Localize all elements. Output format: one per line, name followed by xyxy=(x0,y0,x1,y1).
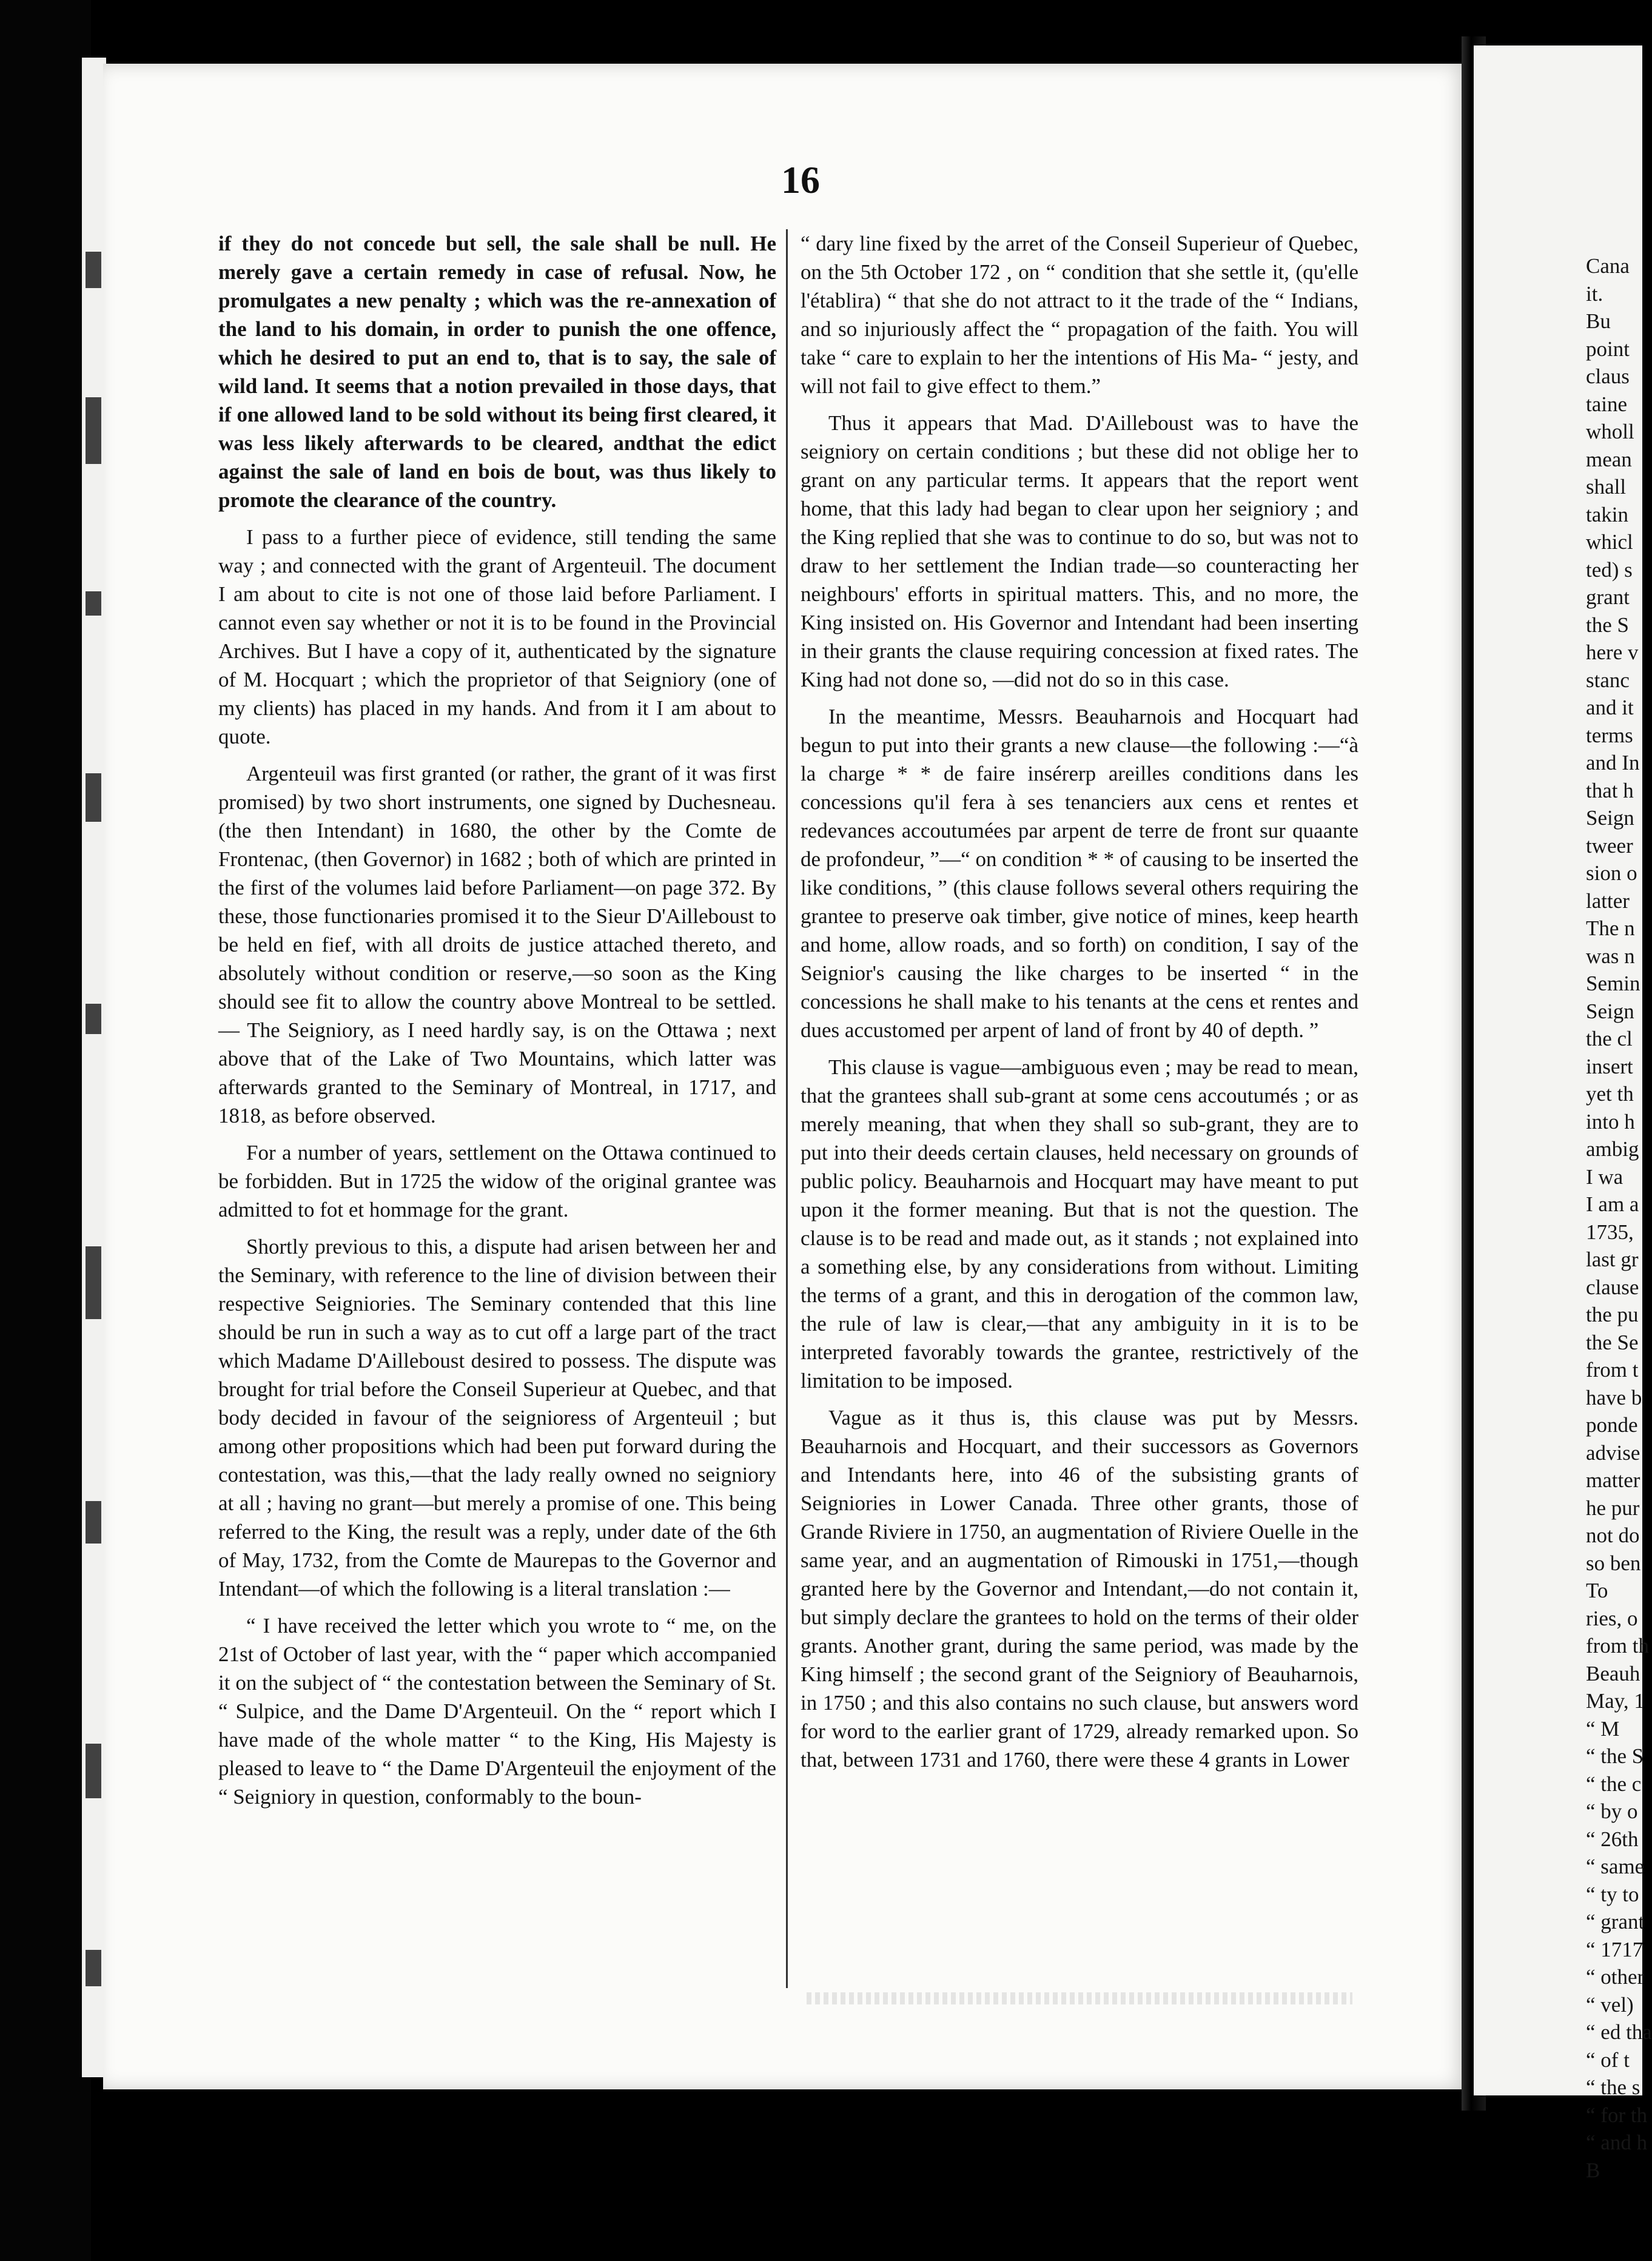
facing-page-line: the S xyxy=(1586,613,1629,637)
facing-page-line: “ for th xyxy=(1586,2103,1648,2127)
paragraph: Thus it appears that Mad. D'Ailleboust was to have the seigniory on certain conditions ; but these did not oblige her to grant on any particular terms. It appears that the report went home, that this lady had began to clear upon her seigniory ; and the King replied that she was to continue to do so, but was not to draw to her settlement the Indian trade—so counteracting her neighbours' efforts in spiritual matters. This, and no more, the King insisted on. His Governor and Intendant had been inserting in their grants the clause requiring concession at fixed rates. The King had not done so, —did not do so in this case. xyxy=(801,411,1358,691)
ink-mark xyxy=(86,1004,101,1034)
facing-page-line: “ M xyxy=(1586,1716,1620,1741)
facing-page-line: 1735, xyxy=(1586,1220,1634,1244)
facing-page-line: Beauh xyxy=(1586,1661,1640,1685)
facing-page-line: “ 26th xyxy=(1586,1827,1639,1851)
facing-page-line: “ the c xyxy=(1586,1772,1642,1796)
facing-page-line: stanc xyxy=(1586,668,1630,692)
paragraph: In the meantime, Messrs. Beauharnois and Hocquart had begun to put into their grants a new clause—the following :—“à la charge * * de faire insérerp areilles conditions dans les concessions qu'il fera à ses tenanciers aux cens et rentes et redevances accoutumées par arpent de terre de front sur quaante de profondeur, ”—“ on condition * * of causing to be inserted the like conditions, ” (this clause follows several others requiring the grantee to preserve oak timber, give notice of mines, keep hearth and home, allow roads, and so forth) on condition, I say of the Seignior's causing the like charges to be inserted “ in the concessions he shall make to his tenants at the cens et rentes and dues accustomed per arpent of land of front by 40 of depth. ” xyxy=(801,705,1358,1042)
facing-page-line: ponde xyxy=(1586,1413,1638,1437)
previous-page-edge xyxy=(82,58,106,2077)
next-page-fragment xyxy=(1474,45,1652,2182)
facing-page-line: To xyxy=(1586,1579,1608,1602)
facing-page-line: the pu xyxy=(1586,1303,1639,1326)
page-number: 16 xyxy=(781,158,820,201)
facing-page-line: latter xyxy=(1586,889,1630,913)
ink-mark xyxy=(86,591,101,616)
paragraph: if they do not concede but sell, the sale shall be null. He merely gave a certain remedy in case of refusal. Now, he promulgates a new penalty ; which was the re-annexation of the land to his domain, in order to punish the one offence, which he desired to put an end to, that is to say, the sale of wild land. It seems that a notion prevailed in those days, that if one allowed land to be sold without its being first cleared, it was less likely afterwards to be cleared, andthat the edict against the sale of land en bois de bout, was thus likely to promote the clearance of the country. xyxy=(218,232,776,512)
facing-page-line: the cl xyxy=(1586,1027,1633,1050)
paragraph: Vague as it thus is, this clause was put by Messrs. Beauharnois and Hocquart, and their successors as Governors and Intendants here, into 46 of the subsisting grants of Seigniories in Lower Canada. Three other grants, those of Grande Riviere in 1750, an augmentation of Riviere Ouelle in the same year, and an augmentation of Rimouski in 1751,—though granted here by the Governor and Intendant,—do not contain it, but simply declare the grantees to hold on the terms of their older grants. Another grant, during the same period, was made by the King himself ; the second grant of the Seigniory of Beauharnois, in 1750 ; and this also contains no such clause, but answers word for word to the earlier grant of 1729, already remarked upon. So that, between 1731 and 1760, there were these 4 grants in Lower xyxy=(801,1406,1358,1772)
facing-page-line: “ and h xyxy=(1586,2131,1648,2154)
facing-page-line: that h xyxy=(1586,778,1634,802)
facing-page-line: the Se xyxy=(1586,1330,1639,1354)
facing-page-line: and it xyxy=(1586,696,1634,719)
facing-page-line: clause xyxy=(1586,1275,1639,1299)
ink-mark xyxy=(86,1950,101,1986)
facing-page-line: The n xyxy=(1586,916,1635,940)
ink-mark xyxy=(86,773,101,822)
ink-mark xyxy=(86,252,101,288)
quoted-letter-continued: “ dary line fixed by the arret of the Conseil Superieur of Quebec, on the 5th October 172 , on “ condition that she settle it, (qu'elle l'établira) “ that she do not attract to it the trade of the “ Indians, and so injuriously affect the “ propagation of the faith. You will take “ care to explain to her the intentions of His Ma- “ jesty, and will not fail to give effect to them.” xyxy=(801,232,1358,398)
facing-page-line: I am a xyxy=(1586,1192,1639,1216)
facing-page-line: not do xyxy=(1586,1524,1640,1547)
facing-page-line: Semin xyxy=(1586,972,1640,995)
facing-page-line: last gr xyxy=(1586,1248,1639,1271)
ink-mark xyxy=(86,397,101,464)
facing-page-line: ted) s xyxy=(1586,557,1633,582)
facing-page-line: “ ty to xyxy=(1586,1882,1639,1906)
paragraph: I pass to a further piece of evidence, still tending the same way ; and connected with the grant of Argenteuil. The document I am about to cite is not one of those laid before Parliament. I cannot even say whether or not it is to be found in the Provincial Archives. But I have a copy of it, authenticated by the signature of M. Hocquart ; which the proprietor of that Seigniory (one of my clients) has placed in my hands. And from it I am about to quote. xyxy=(218,525,776,748)
facing-page-line: ries, o xyxy=(1586,1606,1638,1630)
facing-page-line: Seign xyxy=(1586,806,1634,830)
facing-page-line: claus xyxy=(1586,365,1630,388)
facing-page-line: here v xyxy=(1586,640,1639,664)
facing-page-line: matter xyxy=(1586,1468,1640,1492)
facing-page-line: mean xyxy=(1586,447,1632,471)
quoted-letter: “ I have received the letter which you wrote to “ me, on the 21st of October of last year, with the “ paper which accompanied it on the subject of “ the contestation between the Seminary of St. “ Sulpice, and the Dame D'Argenteuil. On the “ report which I have made of the whole matter “ to the King, His Majesty is pleased to leave to “ the Dame D'Argenteuil the enjoyment of the “ Seigniory in question, conformably to the boun- xyxy=(218,1614,776,1809)
facing-page-line: “ of t xyxy=(1586,2048,1630,2072)
facing-page-line: “ other xyxy=(1586,1965,1645,1989)
facing-page-line: point xyxy=(1586,337,1630,361)
bleed-through-text xyxy=(807,1992,1352,2004)
facing-page-line: sion o xyxy=(1586,861,1637,885)
facing-page-line: May, 1 xyxy=(1586,1689,1645,1713)
facing-page-line: “ same xyxy=(1586,1855,1645,1878)
paragraph: For a number of years, settlement on the Ottawa continued to be forbidden. But in 1725 the widow of the original grantee was admitted to fot et hommage for the grant. xyxy=(218,1141,776,1221)
facing-page-line: he pur xyxy=(1586,1496,1640,1520)
facing-page-line: terms xyxy=(1586,723,1633,747)
facing-page-line: “ ed tha xyxy=(1586,2020,1652,2044)
facing-page-line: and In xyxy=(1586,751,1640,774)
ink-mark xyxy=(86,1744,101,1798)
paragraph: This clause is vague—ambiguous even ; may be read to mean, that the grantees shall sub-grant at some cens accoutumés ; or as merely meaning, that when they shall so sub-grant, they are to put into their deeds certain clauses, held necessary on grounds of public policy. Beauharnois and Hocquart may have meant to put upon it the former meaning. But that is not the question. The clause is to be read and made out, as it stands ; not explained into a something else, by any considerations from without. Limiting the terms of a grant, and this in derogation of the common law, the rule of law is clear,—that any ambiguity in it is to be interpreted favorably towards the grantee, restrictively of the limitation to be imposed. xyxy=(801,1055,1358,1393)
facing-page-line: whicl xyxy=(1586,530,1633,554)
facing-page-line: shall xyxy=(1586,475,1627,499)
paragraph: Argenteuil was first granted (or rather, the grant of it was first promised) by two short instruments, one signed by Duchesneau. (the then Intendant) in 1680, the other by the Comte de Frontenac, (then Governor) in 1682 ; both of which are printed in the first of the volumes laid before Parliament—on page 372. By these, those functionaries promised it to the Sieur D'Ailleboust to be held en fief, with all droits de justice attached thereto, and absolutely without condition or reserve,—so soon as the King should see fit to allow the country above Montreal to be settled.— The Seigniory, as I need hardly say, is on the Ottawa ; next above that of the Lake of Two Mountains, which latter was afterwards granted to the Seminary of Montreal, in 1717, and 1818, as before observed. xyxy=(218,762,776,1127)
facing-page-line: “ by o xyxy=(1586,1799,1638,1823)
facing-page-line: Bu xyxy=(1586,309,1611,333)
facing-page-line: I wa xyxy=(1586,1164,1623,1189)
facing-page-line: ambig xyxy=(1586,1137,1639,1161)
facing-page-line: into h xyxy=(1586,1109,1635,1134)
facing-page-line: from th xyxy=(1586,1634,1650,1658)
middle-text-column xyxy=(801,229,1358,1782)
facing-page-line: from t xyxy=(1586,1358,1639,1382)
facing-page-line: grant xyxy=(1586,585,1630,609)
facing-page-line: “ 1717 xyxy=(1586,1937,1644,1961)
facing-page-line: takin xyxy=(1586,502,1628,526)
facing-page-line: it. xyxy=(1586,281,1603,306)
facing-page-line: B xyxy=(1586,2158,1600,2182)
facing-page-line: Seign xyxy=(1586,999,1634,1023)
ink-mark xyxy=(86,1501,101,1544)
facing-page-line: have b xyxy=(1586,1385,1642,1409)
facing-page-line: “ the S xyxy=(1586,1744,1644,1768)
facing-page-line: taine xyxy=(1586,392,1628,416)
facing-page-line: was n xyxy=(1586,944,1635,968)
column-divider xyxy=(786,229,788,1988)
facing-page-line: insert xyxy=(1586,1054,1633,1078)
facing-page-line: Cana xyxy=(1586,254,1630,278)
facing-page-line: wholl xyxy=(1586,420,1634,443)
left-text-column xyxy=(218,229,776,1819)
facing-page-line: so ben xyxy=(1586,1551,1641,1575)
facing-page-line: tweer xyxy=(1586,833,1633,858)
scan-border-left xyxy=(0,0,91,2261)
facing-page-line: “ grant xyxy=(1586,1910,1645,1933)
facing-page-line: advise xyxy=(1586,1440,1640,1465)
ink-mark xyxy=(86,1246,101,1319)
facing-page-line: “ the s xyxy=(1586,2075,1640,2099)
facing-page-line: “ vel) xyxy=(1586,1992,1634,2017)
facing-page-line: yet th xyxy=(1586,1082,1634,1106)
paragraph: Shortly previous to this, a dispute had arisen between her and the Seminary, with reference to the line of division between their respective Seigniories. The Seminary contended that this line should be run in such a way as to cut off a large part of the tract which Madame D'Ailleboust desired to possess. The dispute was brought for trial before the Conseil Superieur at Quebec, and that body decided in favour of the seignioress of Argenteuil ; but among other propositions which had been put forward during the contestation, was this,—that the lady really owned no seigniory at all ; having no grant—but merely a promise of one. This being referred to the King, the result was a reply, under date of the 6th of May, 1732, from the Comte de Maurepas to the Governor and Intendant—of which the following is a literal translation :— xyxy=(218,1235,776,1601)
